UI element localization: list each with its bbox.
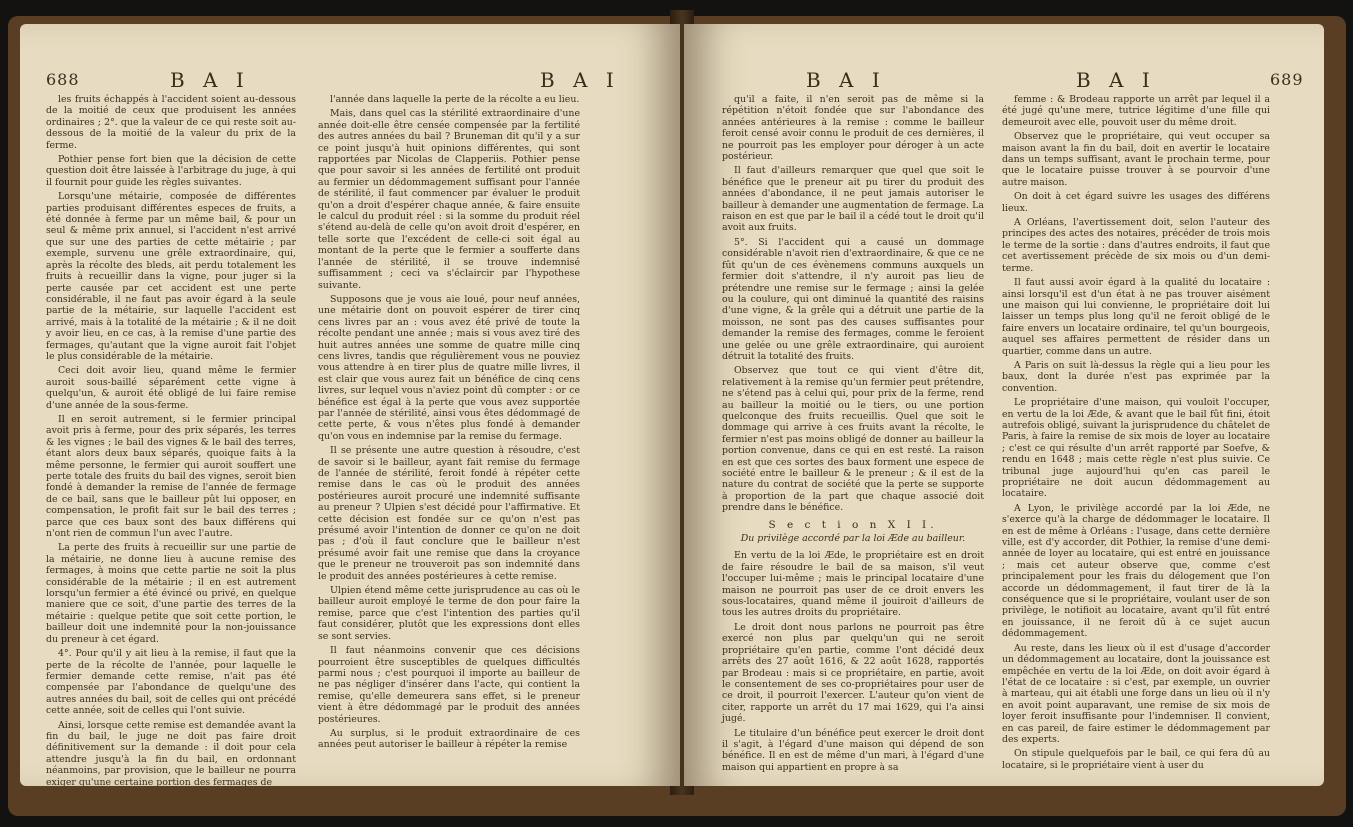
paragraph: Au surplus, si le produit extraordinaire de ces années peut autoriser le bailleur à répéter la remise — [318, 727, 580, 751]
section-subtitle: Du privilège accordé par la loi Æde au bailleur. — [740, 533, 966, 545]
paragraph: On doit à cet égard suivre les usages des différens lieux. — [1002, 191, 1270, 214]
paragraph: Ceci doit avoir lieu, quand même le fermier auroit sous-baillé séparément cette vigne à quelqu'un, & auroit été obligé de lui faire remise d'une année de la sous-ferme. — [46, 365, 296, 411]
paragraph: La perte des fruits à recueillir sur une partie de la métairie, ne donne lieu à aucune remise des fermages, à moins que cette partie ne soit la plus considérable de la métairie ; il en est autrement lorsqu'un fermier a été évincé ou privé, en quelque maniere que ce soit, d'une partie des terres de la métairie : quelque petite que soit cette portion, le bailleur doit une indemnité pour la non-jouissance du preneur à cet égard. — [46, 542, 296, 645]
left-page — [20, 24, 680, 786]
paragraph: qu'il a faite, il n'en seroit pas de même si la répétition n'étoit fondée que sur l'abondance des années antérieures à la remise : comme le bailleur feroit censé avoir connu le produit de ces dernières, il ne pourroit pas les employer pour déroger à un acte postérieur. — [722, 94, 984, 163]
page-number-left: 688 — [46, 70, 80, 89]
paragraph: Il faut néanmoins convenir que ces décisions pourroient être susceptibles de quelques difficultés parmi nous ; c'est pourquoi il importe au bailleur de ne pas négliger d'insérer dans l'acte, qui contient la remise, qu'elle demeurera sans effet, si le preneur vient à être dédommagé par le produit des années postérieures. — [318, 645, 580, 725]
paragraph: Observez que tout ce qui vient d'être dit, relativement à la remise qu'un fermier peut prétendre, ne s'étend pas à celui qui, pour prix de la ferme, rend au bailleur la moitié ou le tiers, ou une portion quelconque des fruits recueillis. Quel que soit le dommage qui arrive à ces fruits avant la récolte, le fermier n'est pas moins obligé de donner au bailleur la portion convenue, dans ce qui en est resté. La raison en est que ces sortes des baux forment une espece de société entre le bailleur & le preneur ; & il est de la nature du contrat de société que la perte se supporte à proportion de la part que chaque associé doit prendre dans le bénéfice. — [722, 365, 984, 514]
paragraph: A Lyon, le privilège accordé par la loi Æde, ne s'exerce qu'à la charge de dédommager le locataire. Il en est de même à Orléans : l'usage, dans cette dernière ville, est d'y accorder, dit Pothier, la remise d'une demi-année de loyer au locataire, qui est entré en jouissance ; mais cet auteur observe que, comme c'est principalement pour les frais du délogement que l'on accorde un dédommagement, il faut tirer de là la conséquence que si le propriétaire, voulant user de son privilège, le notifioit au locataire, avant qu'il fût entré en jouissance, il ne feroit dû à ce sujet aucun dédommagement. — [1002, 502, 1270, 640]
running-head-left-col2: B A I — [540, 68, 620, 92]
paragraph: Il en seroit autrement, si le fermier principal avoit pris à ferme, pour des prix séparés, les terres & les vignes ; le bail des vignes & le bail des terres, étant alors deux baux séparés, quoique faits à la même personne, le fermier qui auroit souffert une perte totale des fruits du bail des vignes, seroit bien fondé à demander la remise de l'année de fermage de ce bail, sans que le bailleur pût lui opposer, en compensation, le profit fait sur le bail des terres ; parce que ces baux sont des baux différens qui n'ont rien de commun l'un avec l'autre. — [46, 413, 296, 540]
page-number-right: 689 — [1270, 70, 1304, 89]
paragraph: Le droit dont nous parlons ne pourroit pas être exercé non plus par quelqu'un qui ne seroit propriétaire qu'en partie, comme l'ont décidé deux arrêts des 27 août 1616, & 22 août 1628, rapportés par Brodeau : mais si ce propriétaire, en partie, avoit le consentement de ses co-propriétaires pour user de ce droit, il pourroit l'exercer. L'auteur qu'on vient de citer, rapporte un arrêt du 17 mai 1629, qui l'a ainsi jugé. — [722, 621, 984, 725]
right-page — [684, 24, 1324, 786]
paragraph: l'année dans laquelle la perte de la récolte a eu lieu. — [330, 94, 580, 105]
paragraph: 5°. Si l'accident qui a causé un dommage considérable n'avoit rien d'extraordinaire, & que ce ne fût qu'un de ces évènemens communs auxquels un fermier doit s'attendre, il n'y auroit pas lieu de prétendre une remise sur le fermage ; ainsi la gelée ou la coulure, qui ont diminué la quantité des raisins d'une vigne, & la grêle qui a détruit une partie de la moisson, ne sont pas des causes suffisantes pour demander la remise des fermages, comme le feroient une gelée ou une grêle extraordinaire, qui auroient détruit la totalité des fruits. — [722, 236, 984, 362]
section-heading: S e c t i o n X I I. — [768, 518, 938, 531]
paragraph: Au reste, dans les lieux où il est d'usage d'accorder un dédommagement au locataire, dont la jouissance est empêchée en vertu de la loi Æde, on doit avoir égard à l'état de ce locataire : si c'est, par exemple, un ouvrier à marteau, qui ait établi une forge dans un lieu où il n'y en avoit point auparavant, une remise de six mois de loyer feroit insuffisante pour l'indemniser. Il convient, en cas pareil, de faire estimer le dédommagement par des experts. — [1002, 642, 1270, 745]
paragraph: Le titulaire d'un bénéfice peut exercer le droit dont il s'agit, à l'égard d'une maison qui dépend de son bénéfice. Il en est de même d'un mari, à l'égard d'une maison qui appartient en propre à sa — [722, 727, 984, 773]
right-page-column-1 — [722, 94, 984, 776]
left-page-column-2 — [318, 94, 580, 754]
left-page-column-1 — [46, 94, 296, 786]
paragraph: Mais, dans quel cas la stérilité extraordinaire d'une année doit-elle être censée compensée par la fertilité des autres années du bail ? Bruneman dit qu'il y a sur ce point jusqu'à huit opinions différentes, qui sont rapportées par Nicolas de Clapperiis. Pothier pense que pour savoir si les années de fertilité ont produit au fermier un dédommagement suffisant pour l'année de stérilité, il faut commencer par évaluer le produit qu'on a droit d'espérer chaque année, & faire ensuite le calcul du produit réel : si la somme du produit réel s'étend au-delà de celle qu'on avoit droit d'espérer, en telle sorte que l'excédent de celle-ci soit égal au montant de la perte que le fermier a soufferte dans l'année de stérilité, il se trouve indemnisé suffisamment ; ceci va s'éclaircir par l'hypothese suivante. — [318, 108, 580, 291]
paragraph: Il faut aussi avoir égard à la qualité du locataire : ainsi lorsqu'il est d'un état à ne pas trouver aisément une maison qui lui convienne, le propriétaire doit lui laisser un temps plus long qu'il ne feroit obligé de le faire envers un locataire ordinaire, tel qu'un bourgeois, auquel ses affaires permettent de résider dans un quartier, comme dans un autre. — [1002, 277, 1270, 357]
running-head-right-col2: B A I — [1076, 68, 1156, 92]
right-page-column-2 — [1002, 94, 1270, 774]
paragraph: Il faut d'ailleurs remarquer que quel que soit le bénéfice que le preneur ait pu tirer du produit des années d'abondance, il ne peut jamais autoriser le bailleur à demander une augmentation de fermage. La raison en est que par le bail il a cédé tout le droit qu'il avoit aux fruits. — [722, 165, 984, 234]
paragraph: Le propriétaire d'une maison, qui vouloit l'occuper, en vertu de la loi Æde, & avant que le bail fût fini, étoit autrefois obligé, suivant la jurisprudence du châtelet de Paris, à faire la remise de six mois de loyer au locataire ; c'est ce qui résulte d'un arrêt rapporté par Soefve, & rendu en 1648 ; mais cette règle n'est plus suivie. Ce tribunal juge aujourd'hui qu'en cas pareil le propriétaire ne doit aucun dédommagement au locataire. — [1002, 397, 1270, 500]
paragraph: Lorsqu'une métairie, composée de différentes parties produisant différentes especes de fruits, a été donnée à ferme par un même bail, & pour un seul & même prix annuel, si l'accident n'est arrivé que sur une des parties de cette métairie ; par exemple, survenu une grêle extraordinaire, qui, après la récolte des bleds, ait perdu totalement les fruits à recueillir dans la vigne, pour juger si la perte causée par cet accident est une perte considérable, il ne faut pas avoir égard à la seule partie de la métairie, sur laquelle l'accident est arrivé, mais à la totalité de la métairie ; & il ne doit y avoir lieu, en ce cas, à la remise d'une partie des fermages, qu'autant que la vigne auroit fait l'objet le plus considérable de la métairie. — [46, 191, 296, 362]
paragraph: On stipule quelquefois par le bail, ce qui fera dû au locataire, si le propriétaire vient à user du — [1002, 748, 1270, 771]
paragraph: A Paris on suit là-dessus la règle qui a lieu pour les baux, dont la durée n'est pas exprimée par la convention. — [1002, 359, 1270, 394]
paragraph: Pothier pense fort bien que la décision de cette question doit être laissée à l'arbitrage du juge, à qui il fournit pour guide les règles suivantes. — [46, 154, 296, 188]
paragraph: Ulpien étend même cette jurisprudence au cas où le bailleur auroit employé le terme de don pour faire la remise, parce que c'est l'intention des parties qu'il faut considérer, plutôt que les expressions dont elles se sont servies. — [318, 585, 580, 642]
paragraph: En vertu de la loi Æde, le propriétaire est en droit de faire résoudre le bail de sa maison, s'il veut l'occuper lui-même ; mais le principal locataire d'une maison ne pourroit pas user de ce droit envers les sous-locataires, quand même il jouiroit d'ailleurs de tous les autres droits du propriétaire. — [722, 550, 984, 619]
paragraph: femme : & Brodeau rapporte un arrêt par lequel il a été jugé qu'une mere, tutrice légitime d'une fille qui demeuroit avec elle, pouvoit user du même droit. — [1002, 94, 1270, 128]
running-head-left-col1: B A I — [170, 68, 250, 92]
paragraph: A Orléans, l'avertissement doit, selon l'auteur des principes des actes des notaires, précéder de trois mois le terme de la sortie : dans d'autres endroits, il faut que cet avertissement précède de six mois ou d'un demi-terme. — [1002, 217, 1270, 274]
running-head-right-col1: B A I — [806, 68, 886, 92]
paragraph: Supposons que je vous aie loué, pour neuf années, une métairie dont on pouvoit espérer de tirer cinq cens livres par an : vous avez été privé de toute la récolte pendant une année ; mais si vous avez tiré des huit autres années une somme de quatre mille cinq cens livres, tandis que régulièrement vous ne pouviez vous attendre à en tirer plus de quatre mille livres, il est clair que vous aurez fait un bénéfice de cinq cens livres, sur lequel vous n'aviez point dû compter : or ce bénéfice est égal à la perte que vous avez supportée par l'année de stérilité, ainsi vous êtes dédommagé de cette perte, & vous n'êtes plus fondé à demander qu'on vous en indemnise par la remise du fermage. — [318, 293, 580, 442]
paragraph: Ainsi, lorsque cette remise est demandée avant la fin du bail, le juge ne doit pas faire droit définitivement sur la demande : il doit pour cela attendre jusqu'à la fin du bail, en ordonnant néanmoins, par provision, que le bailleur ne pourra exiger qu'une certaine portion des fermages de — [46, 719, 296, 786]
paragraph: Il se présente une autre question à résoudre, c'est de savoir si le bailleur, ayant fait remise du fermage de l'année de stérilité, feroit fondé à répéter cette remise dans le cas où le produit des années postérieures auroit procuré une indemnité suffisante au preneur ? Ulpien s'est décidé pour l'affirmative. Et cette décision est fondée sur ce qu'on n'est pas présumé avoir l'intention de donner ce qu'on ne doit pas ; d'où il faut conclure que le bailleur n'est présumé avoir fait une remise que dans la croyance que le preneur ne trouveroit pas son indemnité dans le produit des années postérieures à cette remise. — [318, 445, 580, 582]
paragraph: 4°. Pour qu'il y ait lieu à la remise, il faut que la perte de la récolte de l'année, pour laquelle le fermier demande cette remise, n'ait pas été compensée par l'abondance de quelqu'une des autres années du bail, soit de celles qui ont précédé cette année, soit de celles qui l'ont suivie. — [46, 648, 296, 717]
paragraph: les fruits échappés à l'accident soient au-dessous de la moitié de ceux que produisent les années ordinaires ; 2°. que la valeur de ce qui reste soit au-dessous de la moitié de la valeur du prix de la ferme. — [46, 94, 296, 151]
paragraph: Observez que le propriétaire, qui veut occuper sa maison avant la fin du bail, doit en avertir le locataire dans un temps suffisant, avant le prochain terme, pour que le locataire puisse trouver à se pourvoir d'une autre maison. — [1002, 131, 1270, 188]
